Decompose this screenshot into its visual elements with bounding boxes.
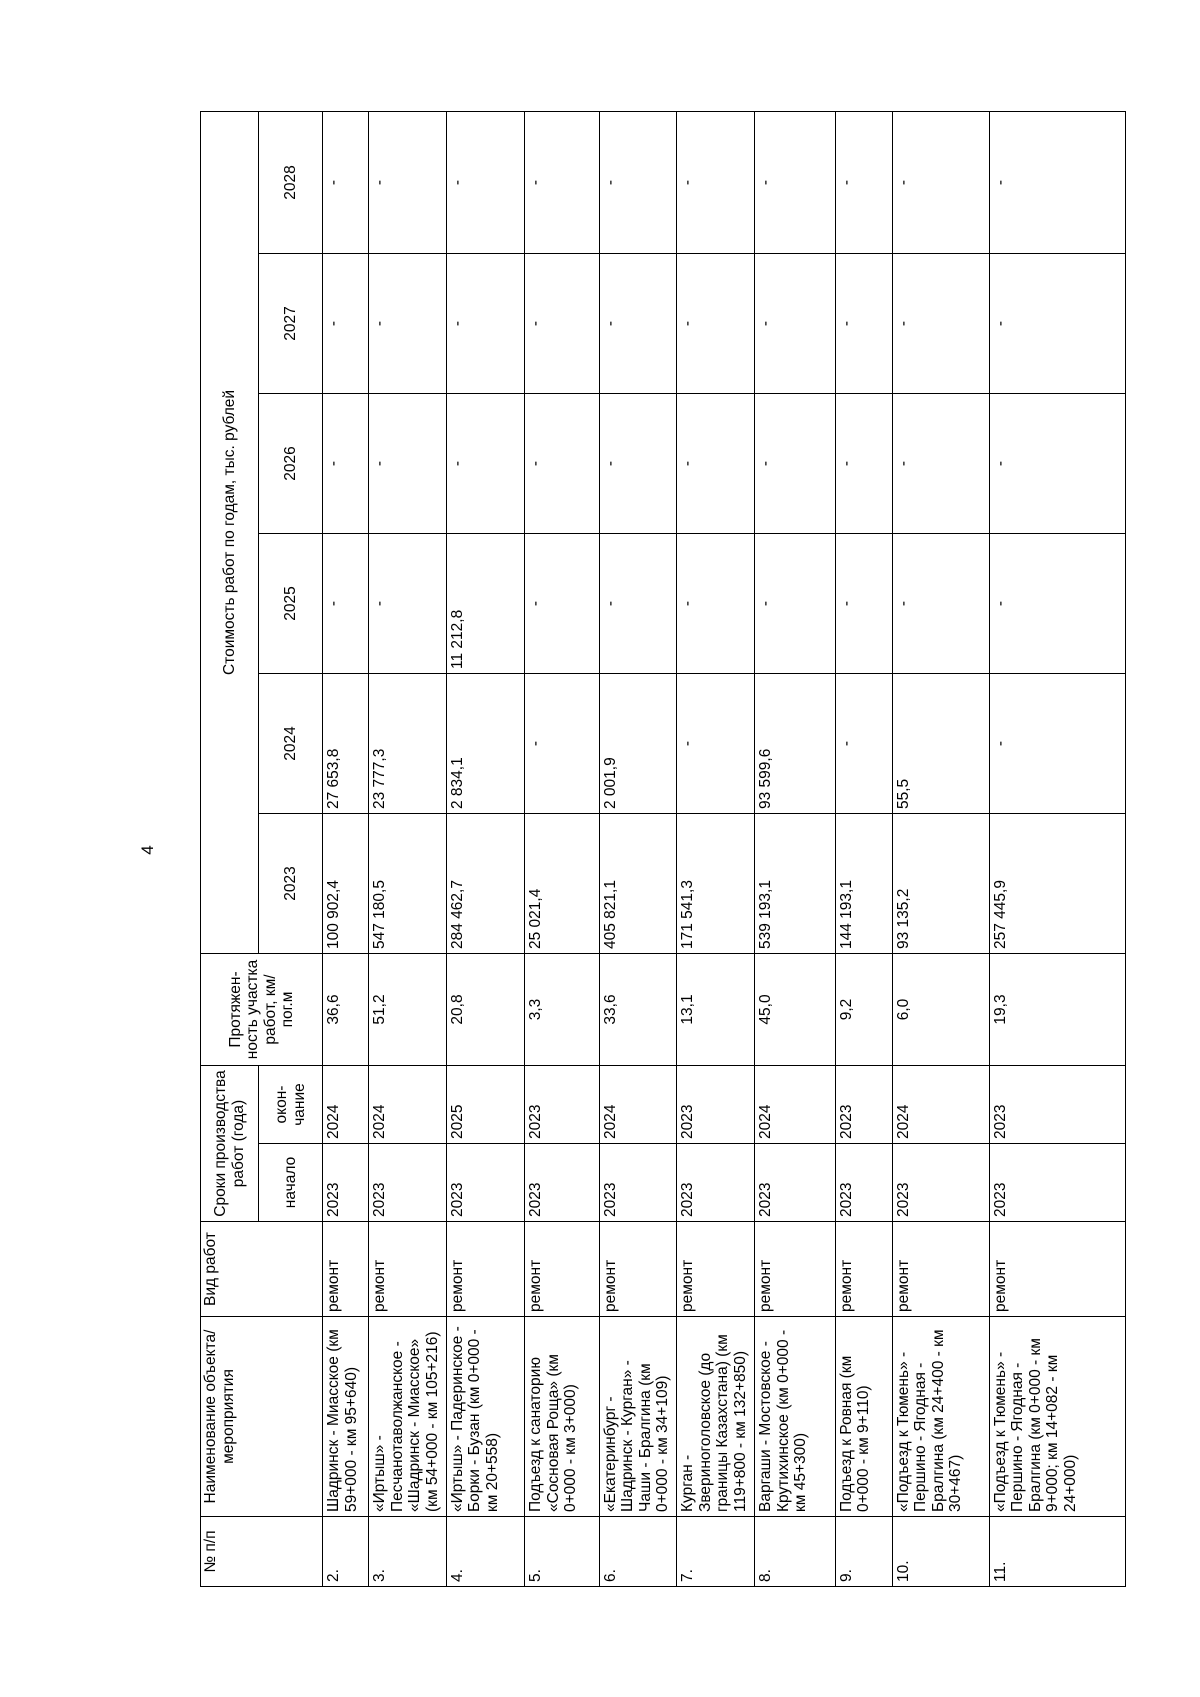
row-cost-2027: - xyxy=(892,254,989,394)
row-cost-2023: 144 193,1 xyxy=(835,814,892,954)
table-row xyxy=(892,111,989,1586)
row-start: 2023 xyxy=(446,1144,524,1222)
header-terms: Сроки производства работ (года) xyxy=(201,1066,259,1222)
row-num: 2. xyxy=(323,1517,369,1587)
header-num: № п/п xyxy=(201,1517,323,1587)
row-end: 2023 xyxy=(677,1066,755,1144)
row-cost-2024: 2 001,9 xyxy=(599,674,676,814)
table-row xyxy=(599,111,676,1586)
header-work-type: Вид работ xyxy=(201,1222,323,1317)
row-type: ремонт xyxy=(525,1222,599,1317)
row-start: 2023 xyxy=(525,1144,599,1222)
row-cost-2024: - xyxy=(835,674,892,814)
row-cost-2023: 93 135,2 xyxy=(892,814,989,954)
row-cost-2024: - xyxy=(525,674,599,814)
row-end: 2024 xyxy=(369,1066,446,1144)
row-end: 2023 xyxy=(989,1066,1125,1144)
row-cost-2026: - xyxy=(892,394,989,534)
row-cost-2028: - xyxy=(892,111,989,253)
row-cost-2023: 257 445,9 xyxy=(989,814,1125,954)
row-end: 2024 xyxy=(599,1066,676,1144)
row-cost-2025: - xyxy=(599,534,676,674)
row-cost-2024: 27 653,8 xyxy=(323,674,369,814)
header-year: 2028 xyxy=(259,111,323,253)
row-length: 9,2 xyxy=(835,954,892,1066)
row-length: 6,0 xyxy=(892,954,989,1066)
row-num: 9. xyxy=(835,1517,892,1587)
header-cost: Стоимость работ по годам, тыс. рублей xyxy=(201,111,259,953)
row-cost-2024: 23 777,3 xyxy=(369,674,446,814)
works-table xyxy=(200,111,1126,1587)
row-num: 11. xyxy=(989,1517,1125,1587)
row-cost-2025: 11 212,8 xyxy=(446,534,524,674)
row-length: 3,3 xyxy=(525,954,599,1066)
header-year: 2026 xyxy=(259,394,323,534)
row-cost-2028: - xyxy=(755,111,836,253)
row-cost-2024: 2 834,1 xyxy=(446,674,524,814)
row-start: 2023 xyxy=(369,1144,446,1222)
row-type: ремонт xyxy=(755,1222,836,1317)
row-cost-2025: - xyxy=(323,534,369,674)
row-end: 2024 xyxy=(892,1066,989,1144)
row-length: 45,0 xyxy=(755,954,836,1066)
header-start: начало xyxy=(259,1144,323,1222)
header-year: 2024 xyxy=(259,674,323,814)
row-num: 6. xyxy=(599,1517,676,1587)
row-type: ремонт xyxy=(677,1222,755,1317)
header-year: 2027 xyxy=(259,254,323,394)
row-start: 2023 xyxy=(677,1144,755,1222)
row-cost-2027: - xyxy=(525,254,599,394)
row-cost-2028: - xyxy=(446,111,524,253)
row-cost-2028: - xyxy=(677,111,755,253)
row-cost-2025: - xyxy=(677,534,755,674)
row-type: ремонт xyxy=(323,1222,369,1317)
row-cost-2026: - xyxy=(525,394,599,534)
row-type: ремонт xyxy=(599,1222,676,1317)
row-cost-2026: - xyxy=(835,394,892,534)
row-type: ремонт xyxy=(892,1222,989,1317)
header-row-1 xyxy=(201,111,259,1586)
row-start: 2023 xyxy=(599,1144,676,1222)
row-start: 2023 xyxy=(323,1144,369,1222)
row-name: Варгаши - Мостовское - Крутихинское (км 0+000 - км 45+300) xyxy=(755,1317,836,1517)
row-cost-2027: - xyxy=(446,254,524,394)
table-row xyxy=(755,111,836,1586)
header-year: 2023 xyxy=(259,814,323,954)
row-cost-2023: 284 462,7 xyxy=(446,814,524,954)
row-num: 3. xyxy=(369,1517,446,1587)
row-num: 10. xyxy=(892,1517,989,1587)
row-cost-2026: - xyxy=(755,394,836,534)
row-end: 2025 xyxy=(446,1066,524,1144)
table-row xyxy=(835,111,892,1586)
header-name: Наименование объекта/ мероприятия xyxy=(201,1317,323,1517)
row-name: «Подъезд к Тюмень» - Першино - Ягодная - Бралгина (км 0+000 - км 9+000; км 14+082 - км 24+000) xyxy=(989,1317,1125,1517)
row-name: Подъезд к Ровная (км 0+000 - км 9+110) xyxy=(835,1317,892,1517)
table-row xyxy=(989,111,1125,1586)
row-cost-2026: - xyxy=(446,394,524,534)
row-cost-2028: - xyxy=(525,111,599,253)
row-cost-2027: - xyxy=(369,254,446,394)
header-end: окон-чание xyxy=(259,1066,323,1144)
row-start: 2023 xyxy=(892,1144,989,1222)
table-row xyxy=(446,111,524,1586)
row-cost-2028: - xyxy=(369,111,446,253)
row-num: 4. xyxy=(446,1517,524,1587)
page-number: 4 xyxy=(138,845,157,855)
row-type: ремонт xyxy=(369,1222,446,1317)
row-type: ремонт xyxy=(446,1222,524,1317)
row-cost-2023: 539 193,1 xyxy=(755,814,836,954)
row-cost-2024: 93 599,6 xyxy=(755,674,836,814)
row-cost-2025: - xyxy=(755,534,836,674)
row-length: 33,6 xyxy=(599,954,676,1066)
row-length: 36,6 xyxy=(323,954,369,1066)
row-name: «Подъезд к Тюмень» - Першино - Ягодная - Бралгина (км 24+400 - км 30+467) xyxy=(892,1317,989,1517)
row-cost-2024: 55,5 xyxy=(892,674,989,814)
row-cost-2026: - xyxy=(369,394,446,534)
row-cost-2028: - xyxy=(323,111,369,253)
row-cost-2024: - xyxy=(677,674,755,814)
row-end: 2023 xyxy=(835,1066,892,1144)
row-num: 8. xyxy=(755,1517,836,1587)
row-cost-2028: - xyxy=(599,111,676,253)
row-cost-2023: 171 541,3 xyxy=(677,814,755,954)
row-cost-2025: - xyxy=(892,534,989,674)
row-cost-2027: - xyxy=(755,254,836,394)
row-end: 2024 xyxy=(755,1066,836,1144)
row-cost-2028: - xyxy=(835,111,892,253)
row-type: ремонт xyxy=(835,1222,892,1317)
row-cost-2026: - xyxy=(677,394,755,534)
row-name: «Екатеринбург - Шадринск - Курган» - Чаши - Бралгина (км 0+000 - км 34+109) xyxy=(599,1317,676,1517)
header-year: 2025 xyxy=(259,534,323,674)
row-cost-2023: 405 821,1 xyxy=(599,814,676,954)
row-type: ремонт xyxy=(989,1222,1125,1317)
row-cost-2027: - xyxy=(835,254,892,394)
row-length: 51,2 xyxy=(369,954,446,1066)
row-cost-2023: 25 021,4 xyxy=(525,814,599,954)
row-cost-2027: - xyxy=(323,254,369,394)
row-cost-2023: 100 902,4 xyxy=(323,814,369,954)
row-cost-2025: - xyxy=(835,534,892,674)
row-start: 2023 xyxy=(835,1144,892,1222)
row-length: 19,3 xyxy=(989,954,1125,1066)
row-cost-2026: - xyxy=(599,394,676,534)
table-row xyxy=(323,111,369,1586)
row-end: 2024 xyxy=(323,1066,369,1144)
row-name: «Иртыш» - Песчанотаволжанское - «Шадринск - Миасское» (км 54+000 - км 105+216) xyxy=(369,1317,446,1517)
row-name: Шадринск - Миасское (км 59+000 - км 95+640) xyxy=(323,1317,369,1517)
table-row xyxy=(369,111,446,1586)
row-num: 5. xyxy=(525,1517,599,1587)
row-end: 2023 xyxy=(525,1066,599,1144)
row-cost-2026: - xyxy=(989,394,1125,534)
row-name: «Иртыш» - Падеринское - Борки - Бузан (км 0+000 - км 20+558) xyxy=(446,1317,524,1517)
header-length: Протяжен-ность участка работ, км/пог.м xyxy=(201,954,323,1066)
table-row xyxy=(677,111,755,1586)
row-cost-2025: - xyxy=(525,534,599,674)
row-cost-2025: - xyxy=(989,534,1125,674)
row-name: Курган - Звериноголовское (до границы Казахстана) (км 119+800 - км 132+850) xyxy=(677,1317,755,1517)
row-cost-2025: - xyxy=(369,534,446,674)
row-cost-2028: - xyxy=(989,111,1125,253)
row-cost-2023: 547 180,5 xyxy=(369,814,446,954)
row-cost-2024: - xyxy=(989,674,1125,814)
rotated-table-container xyxy=(200,112,1126,1587)
row-num: 7. xyxy=(677,1517,755,1587)
row-name: Подъезд к санаторию «Сосновая Роща» (км 0+000 - км 3+000) xyxy=(525,1317,599,1517)
row-cost-2026: - xyxy=(323,394,369,534)
row-cost-2027: - xyxy=(989,254,1125,394)
row-cost-2027: - xyxy=(599,254,676,394)
row-cost-2027: - xyxy=(677,254,755,394)
row-start: 2023 xyxy=(755,1144,836,1222)
row-length: 13,1 xyxy=(677,954,755,1066)
row-length: 20,8 xyxy=(446,954,524,1066)
table-row xyxy=(525,111,599,1586)
row-start: 2023 xyxy=(989,1144,1125,1222)
